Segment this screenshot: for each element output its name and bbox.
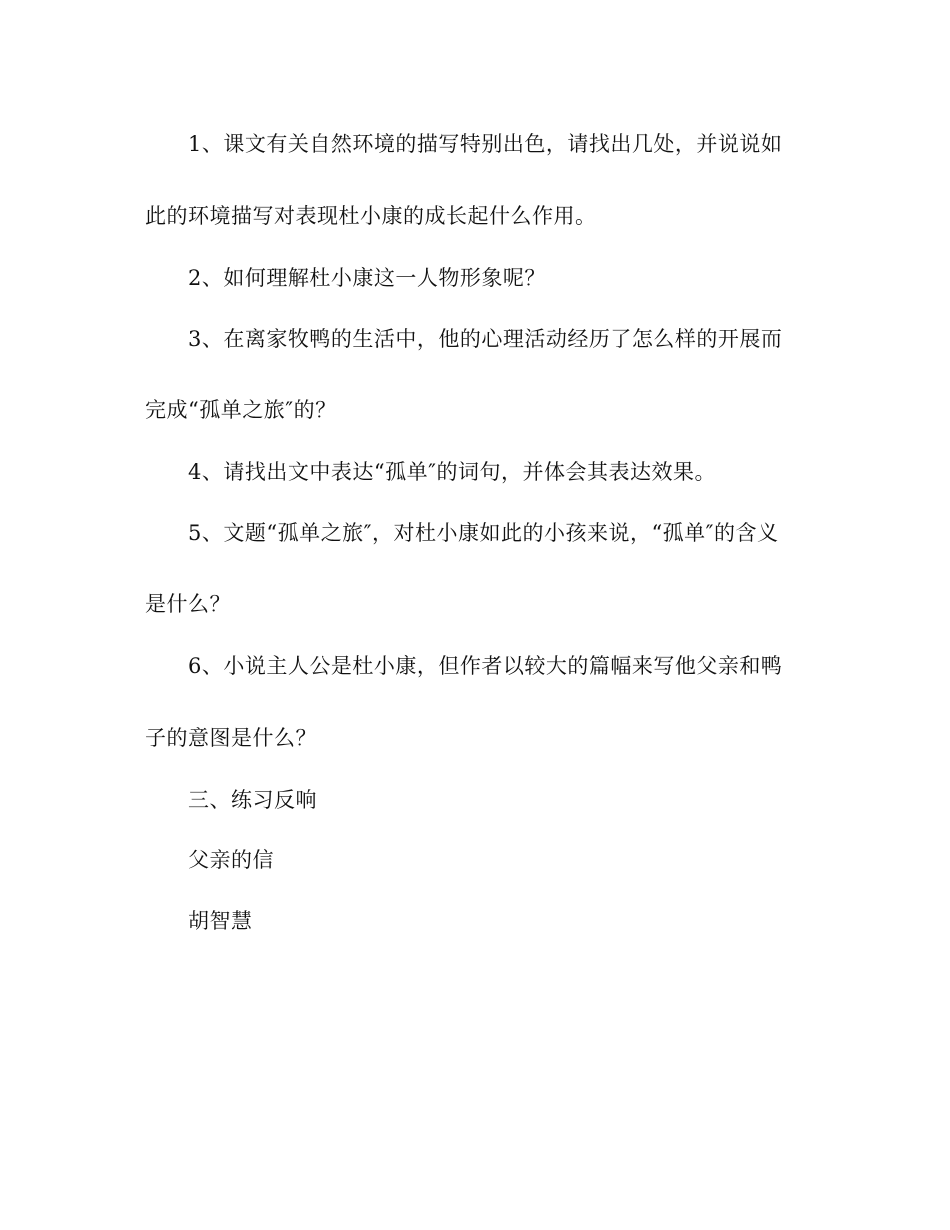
question-1-line-1: 1、课文有关自然环境的描写特别出色，请找出几处，并说说如 (188, 132, 783, 156)
section-heading: 三、练习反响 (188, 788, 317, 812)
question-4-line: 4、请找出文中表达“孤单″的词句，并体会其表达效果。 (188, 460, 716, 484)
question-6-line-2: 子的意图是什么？ (145, 726, 317, 750)
question-5-line-1: 5、文题“孤单之旅″，对杜小康如此的小孩来说，“孤单″的含义 (188, 521, 779, 545)
question-2-line: 2、如何理解杜小康这一人物形象呢？ (188, 266, 546, 290)
article-title: 父亲的信 (188, 848, 274, 872)
question-5-line-2: 是什么？ (145, 592, 231, 616)
question-1-line-2: 此的环境描写对表现杜小康的成长起什么作用。 (145, 204, 597, 228)
article-author: 胡智慧 (188, 909, 253, 933)
question-3-line-2: 完成“孤单之旅″的？ (145, 398, 337, 422)
question-6-line-1: 6、小说主人公是杜小康，但作者以较大的篇幅来写他父亲和鸭 (188, 654, 783, 678)
question-3-line-1: 3、在离家牧鸭的生活中，他的心理活动经历了怎么样的开展而 (188, 327, 783, 351)
